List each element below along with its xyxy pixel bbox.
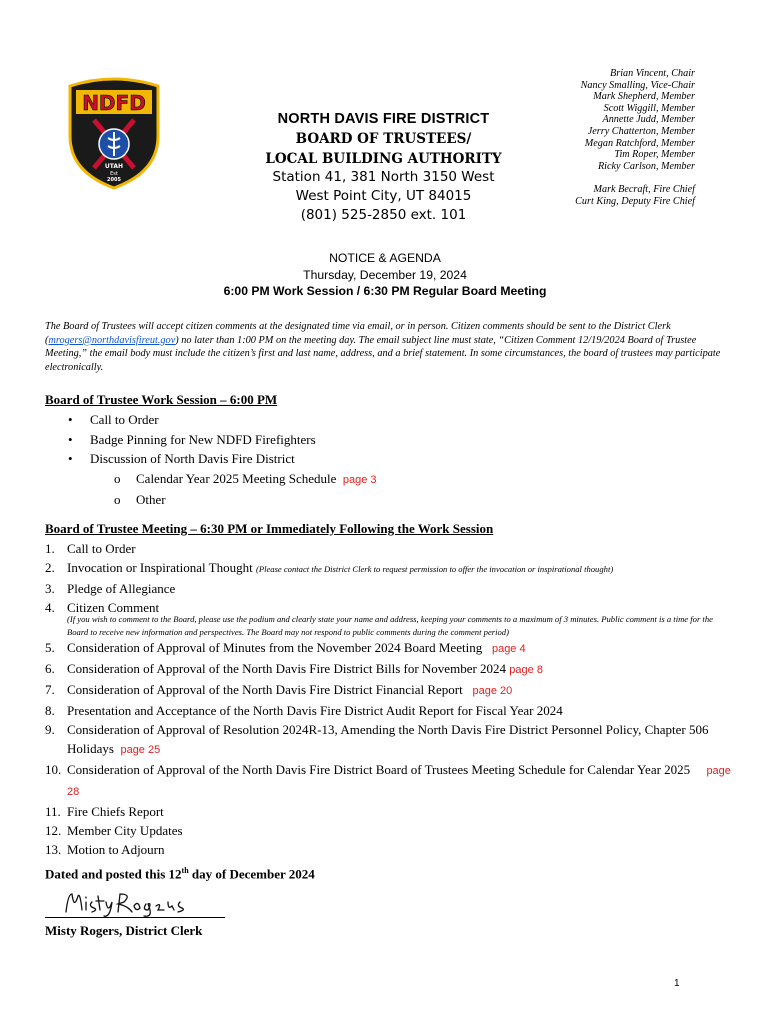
list-item xyxy=(68,410,377,430)
board-roster xyxy=(575,68,695,208)
sub-bullet: o xyxy=(114,492,121,507)
page-reference[interactable]: page 25 xyxy=(120,744,161,756)
dated-sup: th xyxy=(181,866,189,875)
item-text: Consideration of Approval of the North Davis Fire District Bills for November 2024 xyxy=(67,661,507,676)
citizen-comment-note: (If you wish to comment to the Board, please use the podium and clearly state your name and address, keeping your comments to a maximum of 3 minutes. Public comment is a time for the Board to receive new information and perspectives. The Board may not respond to public comments during the comment period) xyxy=(67,614,713,637)
page-reference[interactable]: page 4 xyxy=(491,643,526,655)
item-number: 9. xyxy=(45,722,55,737)
page-reference[interactable]: page 3 xyxy=(342,473,377,486)
work-session-heading: Board of Trustee Work Session – 6:00 PM xyxy=(45,392,278,407)
phone-number: (801) 525-2850 ext. 101 xyxy=(300,207,467,223)
work-item-text: Call to Order xyxy=(90,412,159,427)
organization-header xyxy=(256,110,511,225)
item-number: 3. xyxy=(45,581,55,596)
roster-member: Scott Wiggill, Member xyxy=(603,102,695,114)
board-line-2: LOCAL BUILDING AUTHORITY xyxy=(265,151,502,167)
bullet: • xyxy=(68,431,73,447)
address-line-1: Station 41, 381 North 3150 West xyxy=(272,169,495,185)
item-number: 10. xyxy=(45,762,62,777)
roster-member: Brian Vincent, Chair xyxy=(610,68,695,79)
item-number: 11. xyxy=(45,804,61,819)
agenda-item xyxy=(45,802,735,821)
board-line-1: BOARD OF TRUSTEES/ xyxy=(295,131,472,147)
item-number: 7. xyxy=(45,682,55,697)
agenda-item xyxy=(45,638,735,659)
logo-state: UTAH xyxy=(104,163,124,170)
item-text: Motion to Adjourn xyxy=(67,842,165,857)
agenda-item xyxy=(45,680,735,701)
item-text: Fire Chiefs Report xyxy=(67,804,164,819)
agenda-item xyxy=(45,701,735,720)
dated-posted-line xyxy=(45,866,315,882)
roster-member: Annette Judd, Member xyxy=(602,114,695,126)
agenda-item xyxy=(45,659,735,680)
subitem-text: Other xyxy=(136,492,166,507)
page-reference[interactable]: page 20 xyxy=(472,685,513,697)
logo-est: Est xyxy=(110,171,118,177)
list-subitem xyxy=(68,469,377,491)
roster-member: Ricky Carlson, Member xyxy=(597,160,695,172)
clerk-name: Misty Rogers, District Clerk xyxy=(45,923,203,938)
roster-member: Tim Roper, Member xyxy=(614,149,695,161)
item-number: 13. xyxy=(45,842,62,857)
list-item xyxy=(68,449,377,469)
bullet: • xyxy=(68,451,73,466)
agenda-item xyxy=(45,720,735,760)
handwritten-signature xyxy=(62,888,192,918)
meeting-agenda-list xyxy=(45,539,735,859)
intro-text-2: ) no later than 1:00 PM on the meeting day. The email subject line must state, “Citizen Comment 12/19/2024 Board of Trustee Meeting,” the email body must include the citizen’s first and last name, address, and a brief statement. In some circumstances, the board of trustees may participate electronically. xyxy=(45,334,721,373)
dated-text-end: day of December 2024 xyxy=(188,866,315,882)
item-text: Consideration of Approval of Minutes from the November 2024 Board Meeting xyxy=(67,640,483,655)
list-subitem xyxy=(68,490,377,510)
page-reference[interactable]: page 28 xyxy=(67,765,731,798)
notice-title: NOTICE & AGENDA xyxy=(329,251,441,265)
agenda-item xyxy=(45,558,735,579)
agenda-item xyxy=(45,760,735,802)
item-text: Presentation and Acceptance of the North Davis Fire District Audit Report for Fiscal Year 2024 xyxy=(67,703,563,718)
item-text: Pledge of Allegiance xyxy=(67,581,176,596)
item-number: 1. xyxy=(45,541,55,556)
chiefs-block xyxy=(575,184,695,207)
page-reference[interactable]: page 8 xyxy=(509,664,543,676)
agenda-item xyxy=(45,539,735,558)
page-number: 1 xyxy=(674,978,680,989)
roster-member: Megan Ratchford, Member xyxy=(584,137,695,149)
item-text: Invocation or Inspirational Thought xyxy=(67,560,253,575)
agenda-item xyxy=(45,579,735,598)
item-number: 8. xyxy=(45,703,55,718)
agenda-item xyxy=(45,821,735,840)
logo-year: 2005 xyxy=(107,177,121,183)
address-line-2: West Point City, UT 84015 xyxy=(295,188,472,204)
roster-member: Jerry Chatterton, Member xyxy=(587,125,695,137)
subitem-text: Calendar Year 2025 Meeting Schedule xyxy=(136,470,337,486)
dated-text: Dated and posted this 12 xyxy=(45,866,182,882)
deputy-fire-chief: Curt King, Deputy Fire Chief xyxy=(575,195,695,207)
work-session-list xyxy=(68,410,377,510)
notice-times: 6:00 PM Work Session / 6:30 PM Regular Board Meeting xyxy=(223,284,547,298)
intro-paragraph xyxy=(45,320,725,374)
notice-heading xyxy=(0,250,770,300)
item-number: 5. xyxy=(45,640,55,655)
ndfd-logo xyxy=(66,76,162,190)
work-item-text: Badge Pinning for New NDFD Firefighters xyxy=(90,431,316,447)
item-text: Consideration of Approval of the North Davis Fire District Financial Report xyxy=(67,682,463,697)
notice-date: Thursday, December 19, 2024 xyxy=(303,267,467,282)
list-item xyxy=(68,430,377,450)
clerk-email-link[interactable]: mrogers@northdavisfireut.gov xyxy=(48,334,176,346)
item-text: Call to Order xyxy=(67,541,136,556)
roster-member: Mark Shepherd, Member xyxy=(593,91,695,103)
intro-text-1: The Board of Trustees will accept citizen comments at the designated time via email, or in person. Citizen comments should be sent to the District Clerk ( xyxy=(45,321,671,346)
bullet: • xyxy=(68,412,73,427)
roster-member: Nancy Smalling, Vice-Chair xyxy=(580,79,695,91)
item-number: 6. xyxy=(45,661,55,676)
item-number: 12. xyxy=(45,823,62,838)
item-text: Consideration of Approval of Resolution 2024R-13, Amending the North Davis Fire District Personnel Policy, Chapter 506 Holidays xyxy=(67,722,709,756)
work-item-text: Discussion of North Davis Fire District xyxy=(90,451,295,466)
item-text: Consideration of Approval of the North Davis Fire District Board of Trustees Meeting Schedule for Calendar Year 2025 xyxy=(67,762,691,777)
item-number: 2. xyxy=(45,560,55,575)
signature-line xyxy=(45,917,225,918)
agenda-item xyxy=(45,840,735,859)
item-number: 4. xyxy=(45,600,55,615)
fire-chief: Mark Becraft, Fire Chief xyxy=(593,184,695,196)
item-text: Member City Updates xyxy=(67,823,183,838)
district-name: NORTH DAVIS FIRE DISTRICT xyxy=(277,111,490,127)
sub-bullet: o xyxy=(114,470,121,486)
item-text: Citizen Comment xyxy=(67,600,160,615)
logo-text: NDFD xyxy=(82,91,146,115)
meeting-heading: Board of Trustee Meeting – 6:30 PM or Immediately Following the Work Session xyxy=(45,521,494,536)
item-note: (Please contact the District Clerk to request permission to offer the invocation or inspirational thought) xyxy=(255,564,614,574)
